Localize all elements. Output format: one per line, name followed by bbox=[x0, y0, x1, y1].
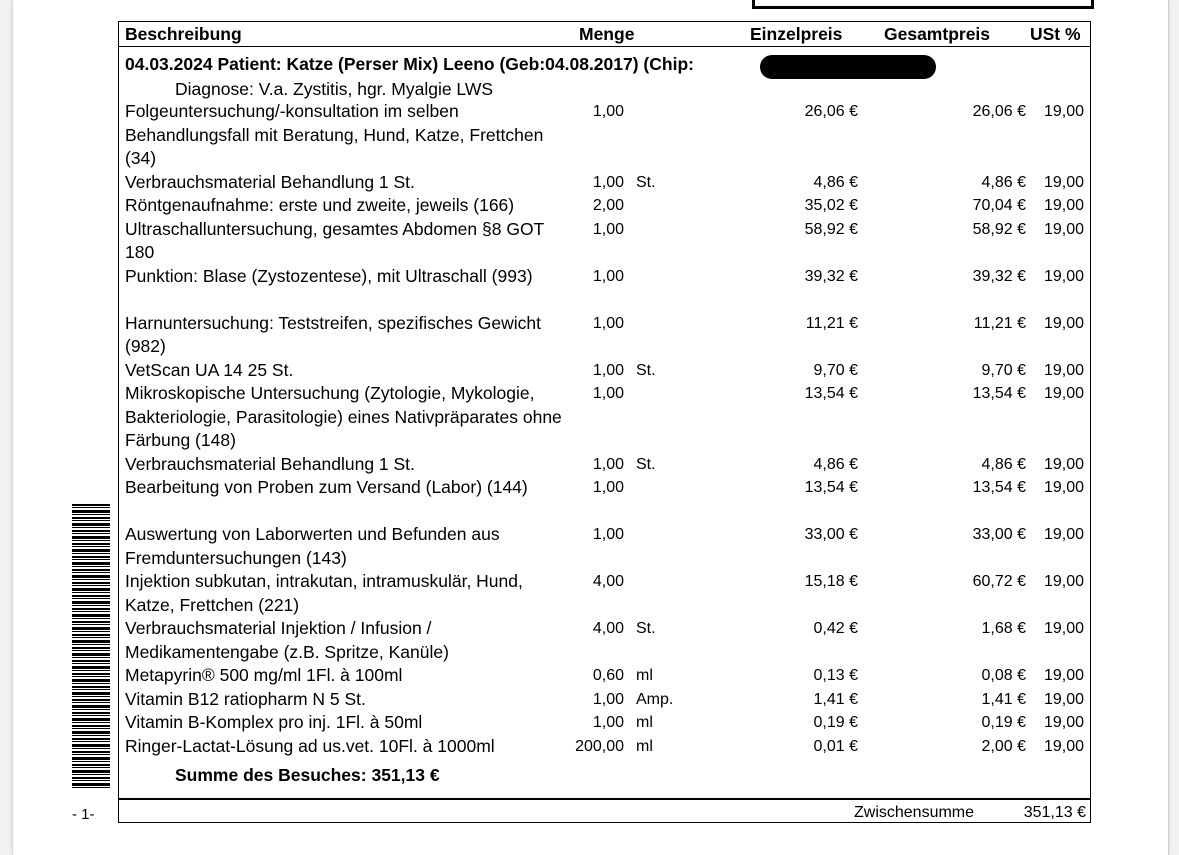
item-quantity: 4,00 bbox=[592, 620, 624, 637]
item-quantity: 1,00 bbox=[592, 690, 624, 708]
item-description: Mikroskopische Untersuchung (Zytologie, Mykologie, Bakteriologie, Parasitologie) eines Nativpräparates ohne Färbung (148) bbox=[125, 383, 562, 450]
item-unit: ml bbox=[636, 714, 653, 731]
redaction-mark bbox=[760, 55, 936, 79]
item-unit-price: 13,54 € bbox=[804, 385, 858, 402]
item-description: Vitamin B-Komplex pro inj. 1Fl. à 50ml bbox=[125, 712, 423, 732]
item-unit-price: 13,54 € bbox=[804, 479, 858, 496]
item-quantity: 1,00 bbox=[592, 526, 624, 543]
visit-sum: Summe des Besuches: 351,13 € bbox=[175, 765, 440, 785]
item-description: Verbrauchsmaterial Behandlung 1 St. bbox=[125, 453, 415, 474]
item-unit: St. bbox=[636, 361, 656, 379]
item-quantity: 1,00 bbox=[592, 314, 624, 332]
item-unit-price: 0,13 € bbox=[813, 667, 858, 684]
item-unit-price: 58,92 € bbox=[804, 220, 858, 238]
item-vat: 19,00 bbox=[1043, 690, 1084, 708]
item-total-price: 2,00 € bbox=[981, 737, 1026, 755]
item-total-price: 4,86 € bbox=[981, 173, 1026, 191]
item-description: Folgeuntersuchung/-konsultation im selben Behandlungsfall mit Beratung, Hund, Katze, Frettchen (34) bbox=[125, 101, 544, 168]
item-description: Ultraschalluntersuchung, gesamtes Abdomen §8 GOT 180 bbox=[125, 218, 544, 262]
item-vat: 19,00 bbox=[1043, 737, 1084, 755]
header-unit-price: Einzelpreis bbox=[750, 24, 843, 44]
item-quantity: 1,00 bbox=[592, 385, 624, 402]
item-unit-price: 35,02 € bbox=[804, 197, 858, 214]
item-description: Punktion: Blase (Zystozentese), mit Ultraschall (993) bbox=[125, 265, 533, 286]
item-description: Ringer-Lactat-Lösung ad us.vet. 10Fl. à 1000ml bbox=[125, 735, 495, 756]
item-unit-price: 11,21 € bbox=[805, 314, 858, 332]
item-vat: 19,00 bbox=[1043, 573, 1084, 590]
item-quantity: 2,00 bbox=[592, 197, 624, 214]
item-unit: St. bbox=[636, 173, 656, 191]
item-unit: ml bbox=[636, 737, 653, 755]
item-vat: 19,00 bbox=[1043, 526, 1084, 543]
item-vat: 19,00 bbox=[1043, 385, 1084, 402]
header-quantity: Menge bbox=[579, 24, 635, 44]
item-description: Vitamin B12 ratiopharm N 5 St. bbox=[125, 688, 366, 709]
item-quantity: 1,00 bbox=[592, 173, 624, 191]
visit-title: 04.03.2024 Patient: Katze (Perser Mix) Leeno (Geb:04.08.2017) (Chip: bbox=[125, 54, 694, 74]
item-quantity: 1,00 bbox=[592, 455, 624, 473]
item-unit-price: 9,70 € bbox=[813, 361, 858, 379]
item-unit-price: 33,00 € bbox=[804, 526, 858, 543]
barcode bbox=[72, 504, 110, 790]
item-total-price: 11,21 € bbox=[973, 314, 1026, 332]
item-total-price: 58,92 € bbox=[972, 220, 1026, 238]
item-total-price: 33,00 € bbox=[972, 526, 1026, 543]
diagnosis: Diagnose: V.a. Zystitis, hgr. Myalgie LWS bbox=[175, 79, 494, 99]
item-unit-price: 15,18 € bbox=[804, 573, 858, 590]
item-unit-price: 26,06 € bbox=[804, 103, 858, 120]
item-total-price: 60,72 € bbox=[972, 573, 1026, 590]
item-vat: 19,00 bbox=[1043, 479, 1084, 496]
item-unit-price: 0,01 € bbox=[813, 737, 858, 755]
item-total-price: 1,68 € bbox=[981, 620, 1026, 637]
item-vat: 19,00 bbox=[1043, 220, 1084, 238]
page-number: - 1- bbox=[72, 806, 95, 823]
item-quantity: 1,00 bbox=[592, 267, 624, 285]
item-total-price: 70,04 € bbox=[972, 197, 1026, 214]
item-quantity: 1,00 bbox=[592, 479, 624, 496]
item-unit: St. bbox=[636, 455, 656, 473]
item-vat: 19,00 bbox=[1043, 714, 1084, 731]
item-description: Bearbeitung von Proben zum Versand (Labor) (144) bbox=[125, 477, 528, 497]
item-quantity: 1,00 bbox=[592, 220, 624, 238]
item-description: Metapyrin® 500 mg/ml 1Fl. à 100ml bbox=[125, 665, 403, 685]
item-unit-price: 4,86 € bbox=[813, 455, 858, 473]
item-total-price: 13,54 € bbox=[972, 385, 1026, 402]
item-unit-price: 4,86 € bbox=[813, 173, 858, 191]
item-vat: 19,00 bbox=[1043, 103, 1084, 120]
item-quantity: 1,00 bbox=[592, 361, 624, 379]
item-description: Auswertung von Laborwerten und Befunden aus Fremduntersuchungen (143) bbox=[125, 524, 500, 568]
subtotal-label: Zwischensumme bbox=[854, 804, 975, 821]
item-total-price: 0,19 € bbox=[981, 714, 1026, 731]
item-vat: 19,00 bbox=[1043, 197, 1084, 214]
item-total-price: 39,32 € bbox=[972, 267, 1026, 285]
item-unit: Amp. bbox=[636, 690, 674, 708]
item-total-price: 0,08 € bbox=[981, 667, 1026, 684]
item-unit-price: 0,42 € bbox=[813, 620, 858, 637]
item-description: VetScan UA 14 25 St. bbox=[125, 359, 294, 380]
item-quantity: 0,60 bbox=[592, 667, 624, 684]
item-vat: 19,00 bbox=[1043, 314, 1084, 332]
item-unit-price: 39,32 € bbox=[804, 267, 858, 285]
item-total-price: 9,70 € bbox=[981, 361, 1026, 379]
item-total-price: 4,86 € bbox=[981, 455, 1026, 473]
item-vat: 19,00 bbox=[1043, 455, 1084, 473]
item-description: Verbrauchsmaterial Injektion / Infusion / Medikamentengabe (z.B. Spritze, Kanüle) bbox=[125, 618, 449, 662]
item-total-price: 26,06 € bbox=[972, 103, 1026, 120]
top-frame bbox=[752, 0, 1094, 9]
item-quantity: 4,00 bbox=[592, 573, 624, 590]
item-total-price: 13,54 € bbox=[972, 479, 1026, 496]
item-vat: 19,00 bbox=[1043, 620, 1084, 637]
item-unit: St. bbox=[636, 620, 656, 637]
item-unit-price: 0,19 € bbox=[813, 714, 858, 731]
header-divider bbox=[118, 46, 1091, 47]
item-description: Injektion subkutan, intrakutan, intramuskulär, Hund, Katze, Frettchen (221) bbox=[125, 571, 523, 615]
header-description: Beschreibung bbox=[125, 24, 242, 44]
item-description: Harnuntersuchung: Teststreifen, spezifisches Gewicht (982) bbox=[125, 312, 541, 356]
item-quantity: 1,00 bbox=[592, 714, 624, 731]
item-vat: 19,00 bbox=[1043, 667, 1084, 684]
item-quantity: 1,00 bbox=[592, 103, 624, 120]
item-description: Verbrauchsmaterial Behandlung 1 St. bbox=[125, 171, 415, 192]
item-unit: ml bbox=[636, 667, 653, 684]
item-vat: 19,00 bbox=[1043, 361, 1084, 379]
item-quantity: 200,00 bbox=[575, 737, 624, 755]
header-total-price: Gesamtpreis bbox=[884, 24, 991, 44]
item-unit-price: 1,41 € bbox=[813, 690, 858, 708]
item-description: Röntgenaufnahme: erste und zweite, jeweils (166) bbox=[125, 195, 515, 215]
item-vat: 19,00 bbox=[1043, 173, 1084, 191]
item-vat: 19,00 bbox=[1043, 267, 1084, 285]
subtotal-value: 351,13 € bbox=[1023, 804, 1086, 821]
header-vat: USt % bbox=[1030, 24, 1081, 44]
item-total-price: 1,41 € bbox=[981, 690, 1026, 708]
